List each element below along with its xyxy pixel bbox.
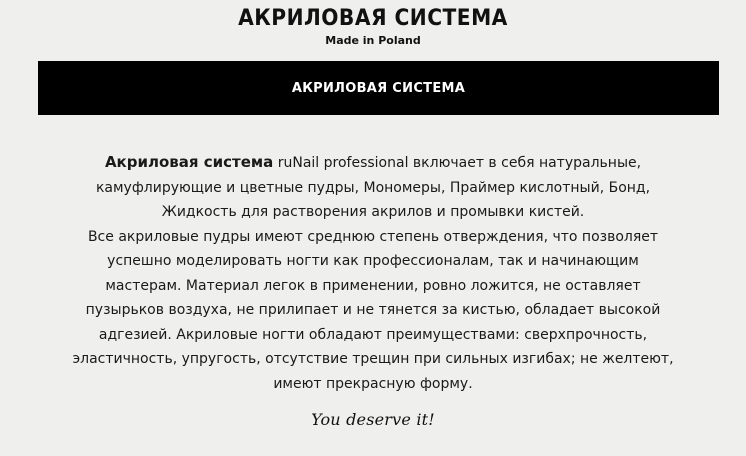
page-header xyxy=(0,6,746,48)
description-line: Все акриловые пудры имеют среднюю степень отверждения, что позволяет xyxy=(87,228,659,245)
page-title: АКРИЛОВАЯ СИСТЕМА xyxy=(238,6,508,31)
description-lead: Акриловая система xyxy=(104,153,274,171)
banner-title: АКРИЛОВАЯ СИСТЕМА xyxy=(291,80,466,96)
description-line: камуфлирующие и цветные пудры, Мономеры, Праймер кислотный, Бонд, xyxy=(95,179,651,196)
page-subtitle: Made in Poland xyxy=(325,34,421,47)
description-line: ruNail professional включает в себя натуральные, xyxy=(273,155,642,171)
description-line: успешно моделировать ногти как профессионалам, так и начинающим xyxy=(107,253,639,269)
section-banner xyxy=(38,61,719,115)
description-line: адгезией. Акриловые ногти обладают преимуществами: сверхпрочность, xyxy=(98,326,648,343)
signature-text: You deserve it! xyxy=(311,410,435,429)
description-line: мастерам. Материал легок в применении, ровно ложится, не оставляет xyxy=(105,277,641,294)
description-line: эластичность, упругость, отсутствие трещин при сильных изгибах; не желтеют, xyxy=(72,351,674,367)
description-line: пузырьков воздуха, не прилипает и не тянется за кистью, обладает высокой xyxy=(85,302,661,318)
product-description xyxy=(60,150,686,396)
description-line: Жидкость для растворения акрилов и промывки кистей. xyxy=(161,204,585,220)
description-line: имеют прекрасную форму. xyxy=(273,375,473,392)
